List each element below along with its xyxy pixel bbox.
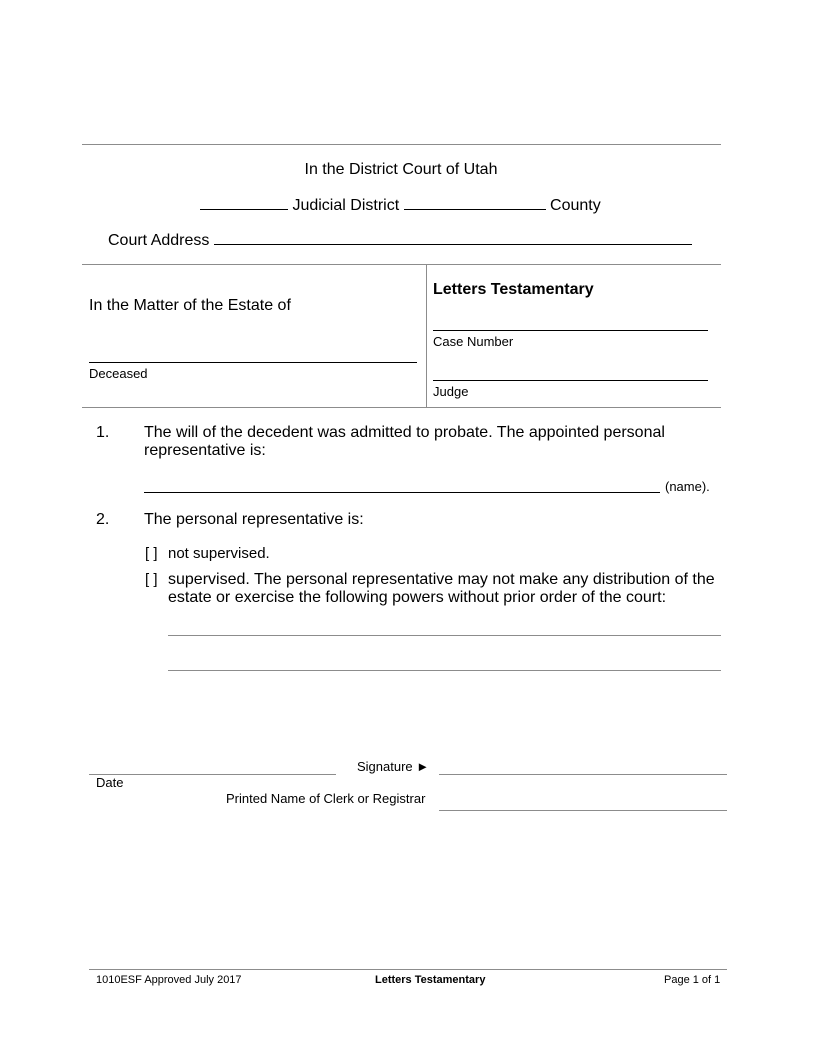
deceased-label: Deceased	[89, 366, 148, 381]
item-2-number: 2.	[96, 511, 110, 528]
deceased-name-field[interactable]	[89, 362, 417, 363]
signature-field[interactable]	[439, 774, 727, 775]
caption-top-rule	[82, 264, 721, 265]
judge-label: Judge	[433, 384, 469, 399]
judge-field[interactable]	[433, 380, 708, 381]
estate-matter-label: In the Matter of the Estate of	[89, 297, 291, 314]
county-field[interactable]	[404, 195, 546, 210]
item-2-text: The personal representative is:	[144, 511, 364, 528]
date-label: Date	[96, 775, 124, 790]
case-number-field[interactable]	[433, 330, 708, 331]
printed-name-label: Printed Name of Clerk or Registrar	[226, 791, 426, 806]
footer-rule	[89, 969, 727, 970]
printed-name-field[interactable]	[439, 810, 727, 811]
representative-name-field[interactable]	[144, 492, 660, 493]
restricted-powers-line-2[interactable]	[168, 670, 721, 671]
footer-form-id: 1010ESF Approved July 2017	[96, 974, 242, 986]
court-address-field[interactable]	[214, 230, 692, 245]
caption-bottom-rule	[82, 407, 721, 408]
document-title: Letters Testamentary	[433, 281, 594, 298]
judicial-district-line	[200, 195, 601, 215]
case-number-label: Case Number	[433, 334, 514, 349]
item-1-text: The will of the decedent was admitted to probate. The appointed personal representative is:	[144, 424, 665, 459]
restricted-powers-line-1[interactable]	[168, 635, 721, 636]
option-supervised-checkbox[interactable]: [ ]	[145, 571, 158, 588]
court-address-label: Court Address	[108, 232, 210, 249]
caption-divider	[426, 264, 427, 407]
judicial-district-label: Judicial District	[292, 197, 400, 214]
court-title: In the District Court of Utah	[304, 161, 498, 178]
option-supervised-text: supervised. The personal representative may not make any distribution of the estate or exercise the following powers without prior order of the court:	[168, 571, 715, 606]
judicial-district-field[interactable]	[200, 195, 288, 210]
name-suffix: (name).	[665, 479, 710, 494]
footer-title: Letters Testamentary	[375, 974, 486, 986]
option-not-supervised-text: not supervised.	[168, 545, 270, 562]
signature-label: Signature ►	[357, 759, 430, 774]
date-field[interactable]	[89, 774, 336, 775]
option-not-supervised-checkbox[interactable]: [ ]	[145, 545, 158, 562]
footer-page: Page 1 of 1	[664, 974, 721, 986]
item-1-number: 1.	[96, 424, 110, 441]
county-label: County	[550, 197, 601, 214]
court-address-line	[108, 230, 692, 250]
top-rule	[82, 144, 721, 145]
